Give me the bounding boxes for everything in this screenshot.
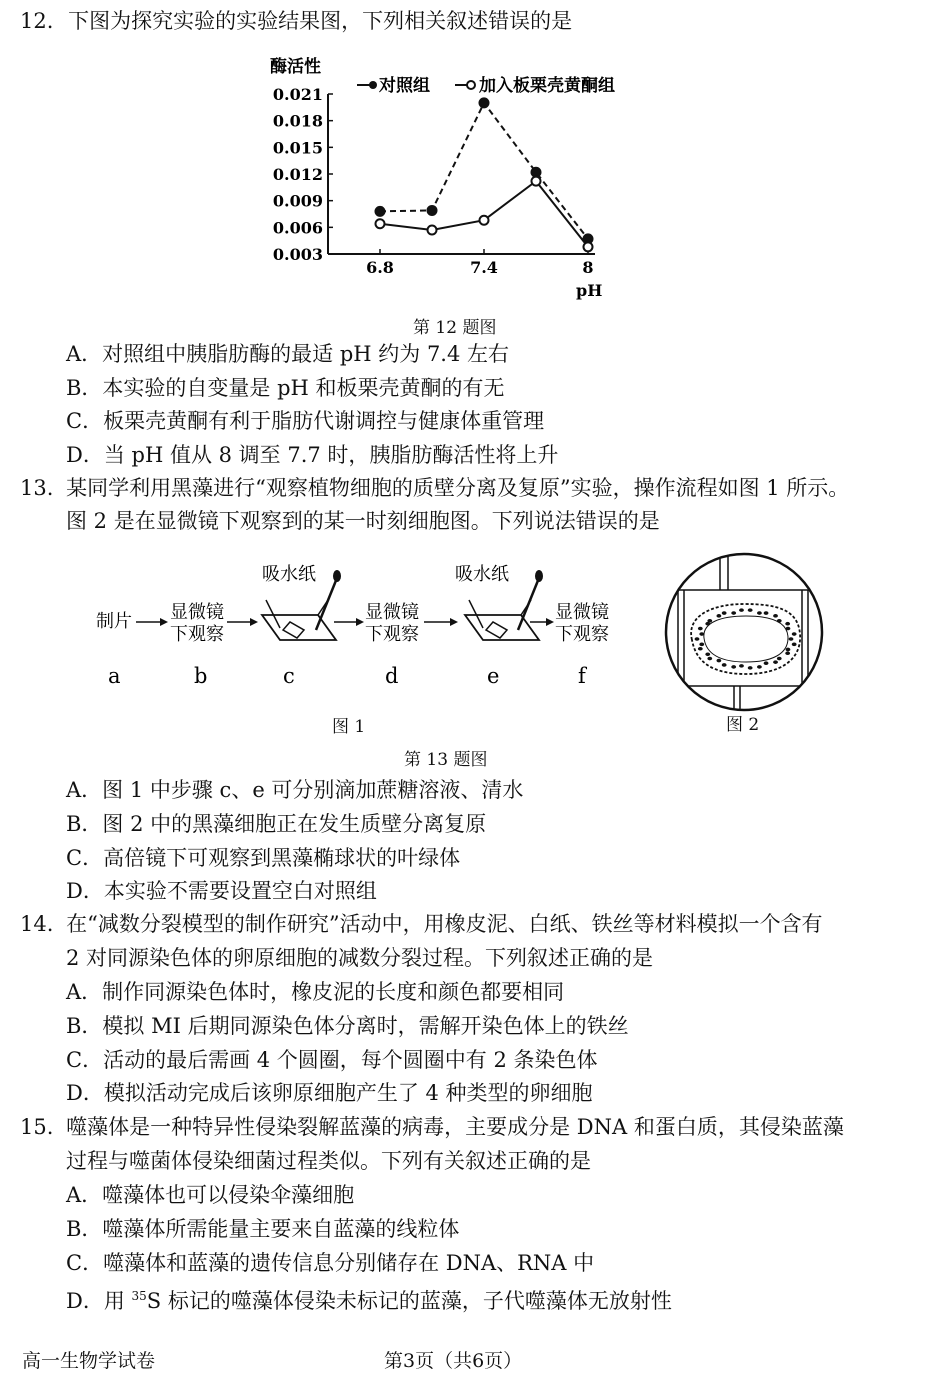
q13-option-d: D．本实验不需要设置空白对照组 (66, 879, 377, 903)
chloroplast (757, 611, 762, 615)
step-letter-d: d (385, 664, 399, 688)
data-point-control (532, 168, 541, 177)
question-text: 在“减数分裂模型的制作研究”活动中，用橡皮泥、白纸、铁丝等材料模拟一个含有 (66, 912, 823, 936)
q13-option-b: B．图 2 中的黑藻细胞正在发生质壁分离复原 (66, 812, 487, 836)
chloroplast (722, 611, 727, 615)
slide-with-absorbent-paper-e (455, 564, 543, 640)
question-14-stem (20, 909, 823, 939)
chloroplast (786, 627, 791, 631)
chloroplast (699, 643, 704, 647)
step-b-line1: 显微镜 (170, 602, 224, 623)
x-tick-label: 7.4 (470, 258, 498, 277)
figure-2-cell (662, 550, 826, 714)
step-f-line2: 下观察 (555, 624, 609, 645)
question-text: 下图为探究实验的实验结果图，下列相关叙述错误的是 (68, 9, 573, 33)
enzyme-activity-chart (260, 50, 680, 305)
chloroplast (731, 665, 736, 669)
chloroplast (695, 637, 700, 641)
question-13-stem-line2: 图 2 是在显微镜下观察到的某一时刻细胞图。下列说法错误的是 (66, 509, 660, 533)
question-number: 12. (20, 9, 54, 33)
option-text: S 标记的噬藻体侵染未标记的蓝藻，子代噬藻体无放射性 (146, 1289, 672, 1313)
data-point-control (480, 98, 489, 107)
chart-x-label: pH (576, 281, 603, 300)
arrow-head (356, 618, 364, 626)
chloroplast (707, 619, 712, 623)
footer-subject: 高一生物学试卷 (22, 1350, 156, 1372)
figure-1-procedure (90, 560, 720, 710)
data-point-control (428, 206, 437, 215)
figure-1-label: 图 1 (332, 717, 366, 737)
legend-marker-flavone (467, 81, 475, 89)
q12-option-c: C．板栗壳黄酮有利于脂肪代谢调控与健康体重管理 (66, 409, 545, 433)
step-letter-b: b (194, 664, 208, 688)
x-tick-label: 8 (582, 258, 594, 277)
arrow-head (160, 618, 168, 626)
chloroplast (785, 651, 790, 655)
y-tick-label: 0.006 (272, 218, 323, 238)
question-number: 15. (20, 1115, 54, 1139)
arrow-head (450, 618, 458, 626)
y-tick-label: 0.021 (272, 85, 323, 104)
question-13-stem (20, 473, 849, 503)
chloroplast (748, 608, 753, 612)
data-point-flavone (584, 242, 593, 251)
step-a-label: 制片 (96, 611, 132, 632)
chloroplast (707, 657, 712, 661)
arrow-head (546, 618, 554, 626)
q15-option-a: A．噬藻体也可以侵染伞藻细胞 (66, 1183, 355, 1207)
chloroplast (773, 660, 778, 664)
y-tick-label: 0.018 (272, 111, 323, 131)
question-number: 14. (20, 912, 54, 936)
step-d-line2: 下观察 (365, 624, 419, 645)
chloroplast (716, 659, 721, 663)
q12-option-b: B．本实验的自变量是 pH 和板栗壳黄酮的有无 (66, 376, 505, 400)
step-f-line1: 显微镜 (555, 602, 609, 623)
q15-option-c: C．噬藻体和蓝藻的遗传信息分别储存在 DNA、RNA 中 (66, 1251, 595, 1275)
y-tick-label: 0.003 (272, 245, 323, 264)
absorbent-paper-label: 吸水纸 (455, 564, 509, 585)
step-letter-c: c (283, 664, 295, 688)
step-letter-e: e (487, 664, 500, 688)
chloroplast (777, 619, 782, 623)
option-prefix: D．用 (66, 1289, 132, 1313)
step-letter-a: a (108, 664, 121, 688)
question-text: 噬藻体是一种特异性侵染裂解蓝藻的病毒，主要成分是 DNA 和蛋白质，其侵染蓝藻 (66, 1115, 844, 1139)
q14-option-c: C．活动的最后需画 4 个圆圈，每个圆圈中有 2 条染色体 (66, 1048, 598, 1072)
chloroplast (698, 627, 703, 631)
arrow-head (250, 618, 258, 626)
q14-option-b: B．模拟 MI 后期同源染色体分离时，需解开染色体上的铁丝 (66, 1014, 629, 1038)
figure-13-caption: 第 13 题图 (404, 750, 488, 770)
chloroplast (739, 608, 744, 612)
data-point-flavone (428, 226, 437, 235)
chloroplast (716, 614, 721, 618)
chart-y-label: 酶活性 (270, 57, 321, 77)
chloroplast (731, 611, 736, 615)
chloroplast (786, 648, 791, 652)
chloroplast (748, 666, 753, 670)
question-15-stem (20, 1112, 844, 1142)
q13-option-c: C．高倍镜下可观察到黑藻椭球状的叶绿体 (66, 846, 461, 870)
q15-option-d (66, 1281, 672, 1316)
legend-label-flavone: 加入板栗壳黄酮组 (479, 76, 615, 96)
absorbent-paper-label: 吸水纸 (262, 564, 316, 585)
slide-with-absorbent-paper-c (262, 564, 341, 640)
step-d-line1: 显微镜 (365, 602, 419, 623)
question-number: 13. (20, 476, 54, 500)
q12-option-d: D．当 pH 值从 8 调至 7.7 时，胰脂肪酶活性将上升 (66, 443, 559, 467)
chloroplast (764, 611, 769, 615)
question-15-stem-line2: 过程与噬菌体侵染细菌过程类似。下列有关叙述正确的是 (66, 1149, 591, 1173)
chloroplast (705, 652, 710, 656)
question-14-stem-line2: 2 对同源染色体的卵原细胞的减数分裂过程。下列叙述正确的是 (66, 946, 654, 970)
chloroplast (785, 622, 790, 626)
footer-page-number: 第3页（共6页） (384, 1350, 523, 1372)
chloroplast (739, 664, 744, 668)
chloroplast (792, 643, 797, 647)
chloroplast (722, 663, 727, 667)
figure-2-label: 图 2 (726, 715, 760, 735)
y-tick-label: 0.012 (272, 165, 323, 184)
chloroplast (757, 665, 762, 669)
chloroplast (698, 647, 703, 651)
figure-12-caption: 第 12 题图 (413, 318, 497, 338)
data-point-control (376, 207, 385, 216)
q14-option-d: D．模拟活动完成后该卵原细胞产生了 4 种类型的卵细胞 (66, 1081, 593, 1105)
chloroplast (699, 632, 704, 636)
chloroplast (764, 661, 769, 665)
y-tick-label: 0.015 (272, 138, 323, 158)
isotope-superscript: 35 (131, 1289, 147, 1303)
question-text: 某同学利用黑藻进行“观察植物细胞的质壁分离及复原”实验，操作流程如图 1 所示。 (66, 476, 850, 500)
q15-option-b: B．噬藻体所需能量主要来自蓝藻的线粒体 (66, 1217, 460, 1241)
q13-option-a: A．图 1 中步骤 c、e 可分别滴加蔗糖溶液、清水 (66, 778, 524, 802)
y-tick-label: 0.009 (272, 191, 323, 211)
chloroplast (792, 632, 797, 636)
chloroplast (789, 637, 794, 641)
data-point-flavone (480, 216, 489, 225)
step-letter-f: f (578, 664, 586, 688)
question-12-stem (20, 6, 572, 36)
data-point-flavone (532, 177, 541, 186)
legend-marker-control (369, 81, 377, 89)
chloroplast (777, 657, 782, 661)
legend-label-control: 对照组 (379, 76, 430, 96)
chloroplast (773, 614, 778, 618)
q14-option-a: A．制作同源染色体时，橡皮泥的长度和颜色都要相同 (66, 980, 565, 1004)
q12-option-a: A．对照组中胰脂肪酶的最适 pH 约为 7.4 左右 (66, 342, 510, 366)
series-line-flavone (380, 181, 588, 247)
step-b-line2: 下观察 (170, 624, 224, 645)
data-point-flavone (376, 219, 385, 228)
x-tick-label: 6.8 (366, 258, 394, 277)
